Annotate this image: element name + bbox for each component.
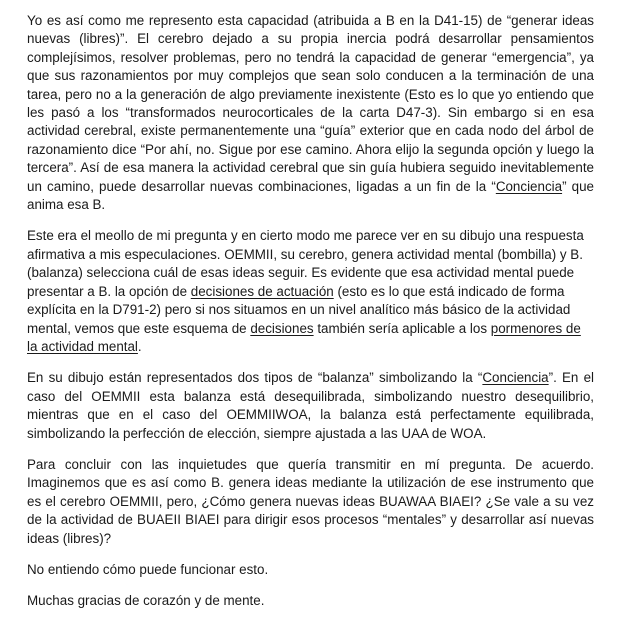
text-run: ” que anima esa B.: [27, 178, 594, 213]
underlined-term: decisiones: [250, 320, 314, 336]
paragraph-5: No entiendo cómo puede funcionar esto.: [27, 561, 269, 577]
underlined-term: pormenores de la actividad mental: [27, 320, 581, 354]
paragraph-3: [27, 369, 594, 443]
text-run: .: [137, 338, 142, 354]
text-run: (esto es lo que está indicado de forma explícita en la D791-2) pero si nos situamos en un nivel analítico más básico de la actividad mental, vemos que este esquema de: [27, 283, 571, 336]
underlined-term: decisiones de actuación: [190, 283, 334, 299]
text-run: Este era el meollo de mi pregunta y en cierto modo me parece ver en su dibujo una respuesta afirmativa a mis especulaciones. OEMMII, su cerebro, genera actividad mental (bombilla) y B. (balanza) selecciona cuál de esas ideas seguir. Es evidente que esa actividad mental puede presentar a B. la opción de: [27, 228, 584, 299]
text-run: también sería aplicable a los: [313, 320, 491, 336]
document-body: [27, 12, 594, 624]
paragraph-4: Para concluir con las inquietudes que quería transmitir en mí pregunta. De acuerdo. Imaginemos que es así como B. genera ideas mediante la utilización de ese instrumento que es el cerebro OEMMII, pero, ¿Cómo genera nuevas ideas BUAWAA BIAEI? ¿Se vale a su vez de la actividad de BUAEII BIAEI para dirigir esos procesos “mentales” y desarrollar así nuevas ideas (libres)?: [27, 456, 594, 546]
text-run: ”. En el caso del OEMMII esta balanza está desequilibrada, simbolizando nuestro desequilibrio, mientras que en el caso del OEMMIIWOA, la balanza está perfectamente equilibrada, simbolizando la perfección de elección, siempre ajustada a las UAA de WOA.: [27, 370, 594, 441]
paragraph-1: [27, 12, 594, 214]
text-run: Yo es así como me represento esta capacidad (atribuida a B en la D41-15) de “generar ideas nuevas (libres)”. El cerebro dejado a su propia inercia podrá desarrollar pensamientos complejísimos, resolver problemas, pero no tendrá la capacidad de generar “emergencia”, ya que sus razonamientos por muy complejos que sean solo conducen a la terminación de una tarea, pero no a la generación de algo previamente inexistente (Esto es lo que yo entiendo que les pasó a los “transformados neurocorticales de la carta D47-3). Sin embargo si en esa actividad cerebral, existe permanentemente una “guía” exterior que en cada nodo del árbol de razonamiento dice “Por ahí, no. Sigue por ese camino. Ahora elijo la segunda opción y luego la tercera”. Así de esa manera la actividad cerebral que sin guía hubiera seguido inevitablemente un camino, puede desarrollar nuevas combinaciones, ligadas a un fin de la “: [27, 13, 594, 194]
underlined-term: Conciencia: [482, 370, 549, 386]
paragraph-6: Muchas gracias de corazón y de mente.: [27, 593, 265, 609]
text-run: En su dibujo están representados dos tipos de “balanza” simbolizando la “: [27, 370, 483, 386]
underlined-term: Conciencia: [495, 178, 563, 194]
paragraph-2: [27, 227, 594, 356]
